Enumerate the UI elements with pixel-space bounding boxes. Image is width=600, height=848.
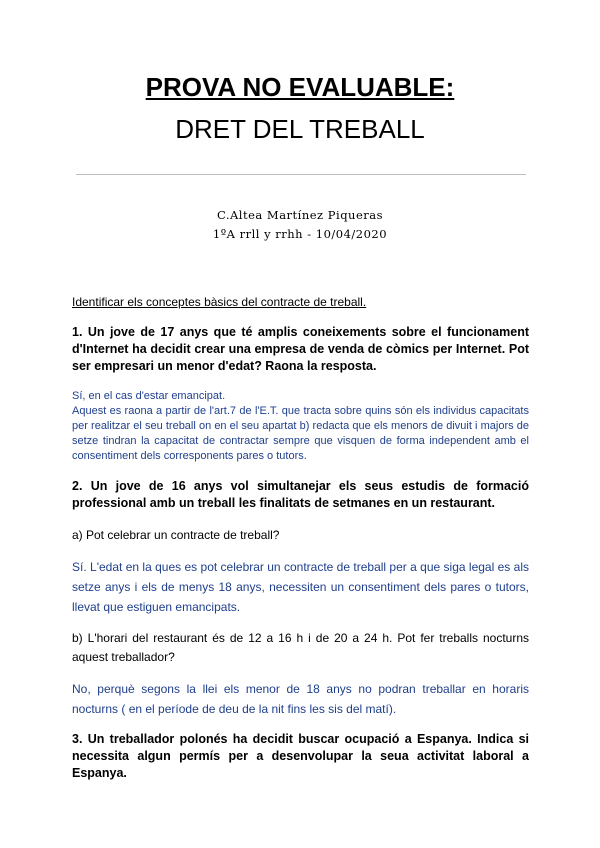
document-body [72, 294, 529, 796]
answer-2-b: No, perquè segons la llei els menor de 18 anys no podran treballar en horaris nocturns ( en el període de deu de la nit fins les sis del matí). [72, 682, 529, 716]
spacer [72, 464, 529, 478]
question-3: 3. Un treballador polonés ha decidit buscar ocupació a Espanya. Indica si necessita algun permís per a desenvolupar la seua activitat laboral a Espanya. [72, 732, 529, 780]
objective-heading: Identificar els conceptes bàsics del contracte de treball. [72, 295, 367, 309]
author-block [0, 206, 600, 244]
question-2-b: b) L'horari del restaurant és de 12 a 16 h i de 20 a 24 h. Pot fer treballs nocturns aquest treballador? [72, 631, 529, 664]
author-name: C.Altea Martínez Piqueras [216, 208, 384, 222]
horizontal-divider [76, 174, 526, 175]
answer-1-line-1: Sí, en el cas d'estar emancipat. [72, 390, 226, 402]
author-course-date: 1ºA rrll y rrhh - 10/04/2020 [212, 227, 388, 241]
document-title: PROVA NO EVALUABLE: [145, 72, 455, 102]
question-1: 1. Un jove de 17 anys que té amplis coneixements sobre el funcionament d'Internet ha decidit crear una empresa de venda de còmics per Internet. Pot ser empresari un menor d'edat? Raona la resposta. [72, 325, 529, 373]
answer-2-a: Sí. L'edat en la ques es pot celebrar un contracte de treball per a que siga legal es als setze anys i els de menys 18 anys, necessiten un consentiment dels pares o tutors, llevat que estiguen emancipats. [72, 560, 529, 614]
question-2-a: a) Pot celebrar un contracte de treball? [72, 528, 280, 542]
document-subtitle: DRET DEL TREBALL [175, 114, 425, 144]
answer-1-line-2: Aquest es raona a partir de l'art.7 de l'E.T. que tracta sobre quins són els individus capacitats per realitzar el seu treball on en el seu apartat b) redacta que els menors de divuit i majors de setze tindran la capacitat de contractar sempre que visquen de forma independent amb el consentiment dels corresponents pares o tutors. [72, 405, 529, 462]
question-2: 2. Un jove de 16 anys vol simultanejar els seus estudis de formació professional amb un treball les finalitats de setmanes en un restaurant. [72, 479, 529, 510]
